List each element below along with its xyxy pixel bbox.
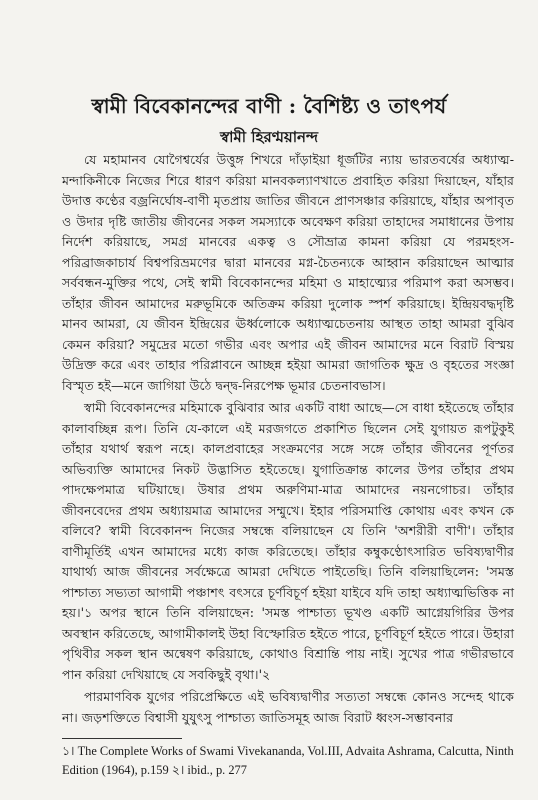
article-title: স্বামী বিবেকানন্দের বাণী : বৈশিষ্ট্য ও তাৎপর্য xyxy=(91,94,447,118)
paragraph: স্বামী বিবেকানন্দের মহিমাকে বুঝিবার আর একটি বাধা আছে—সে বাধা হইতেছে তাঁহার কালাবচ্ছিন্ন রূপ। তিনি যে-কালে এই মরজগতে প্রকাশিত ছিলেন সেই যুগায়ত রূপটুকুই তাঁহার যথার্থ স্বরূপ নহে। কালপ্রবাহের সংক্রমণের সঙ্গে সঙ্গে তাঁহার জীবনের পূর্ণতর অভিব্যক্তি আমাদের নিকট উদ্ভাসিত হইতেছে। যুগাতিক্রান্ত কালের উপর তাঁহার প্রথম পাদক্ষেপমাত্র ঘটিয়াছে। উষার প্রথম অরুণিমা-মাত্র আমাদের নয়নগোচর। তাঁহার জীবনবেদের প্রথম অধ্যায়মাত্র আমাদের সম্মুখে। ইহার পরিসমাপ্তি কোথায় এবং কখন কে বলিবে? স্বামী বিবেকানন্দ নিজের সম্বন্ধে বলিয়াছেন যে তিনি 'অশরীরী বাণী'। তাঁহার বাণীমূর্তিই এখন আমাদের মধ্যে কাজ করিতেছে। তাঁহার কম্বুকণ্ঠোৎসারিত ভবিষ্যদ্বাণীর যাথার্থ্য আজ জীবনের সর্বক্ষেত্রে আমরা দেখিতে পাইতেছি। তিনি বলিয়াছিলেন: 'সমস্ত পাশ্চাত্য সভ্যতা আগামী পঞ্চাশৎ বৎসরে চূর্ণবিচূর্ণ হইয়া যাইবে যদি তাহা অধ্যাত্মভিত্তিক না হয়।'১ অপর স্থানে তিনি বলিয়াছেন: 'সমস্ত পাশ্চাত্য ভূখণ্ড একটি আগ্নেয়গিরির উপর অবস্থান করিতেছে, আগামীকালই উহা বিস্ফোরিত হইতে পারে, চূর্ণবিচূর্ণ হইতে পারে। উহারা পৃথিবীর সকল স্থান অন্বেষণ করিয়াছে, কোথাও বিশ্রান্তি পায় নাই। সুখের পাত্র গভীরভাবে পান করিয়া দেখিয়াছে যে সবকিছুই বৃথা।'২ xyxy=(62,400,514,682)
footnote: ১। The Complete Works of Swami Vivekananda, Vol.III, Advaita Ashrama, Calcutta, Ninth Edition (1964), p.159 ২। ibid., p. 277 xyxy=(62,744,514,777)
paragraph: যে মহামানব যোগৈশ্বর্যের উত্তুঙ্গ শিখরে দাঁড়াইয়া ধূর্জটির ন্যায় ভারতবর্ষের অধ্যাত্ম-মন্দাকিনীকে নিজের শিরে ধারণ করিয়া মানবকল্যাণখাতে প্রবাহিত করিয়া দিয়াছেন, যাঁহার উদাত্ত কণ্ঠের বজ্রনির্ঘোষ-বাণী মৃতপ্রায় জাতির জীবনে প্রাণসঞ্চার করিয়াছে, যাঁহার অপাবৃত ও উদার দৃষ্টি জাতীয় জীবনের সকল সমস্যাকে অবেক্ষণ করিয়া তাহাদের সমাধানের উপায় নির্দেশ করিয়াছে, সমগ্র মানবের একত্ব ও সৌভ্রাত্র কামনা করিয়া যে পরমহংস-পরিব্রাজকাচার্য বিশ্বপরিভ্রমণের দ্বারা মানবের মগ্ন-চৈতন্যকে আহ্বান করিয়াছেন আত্মার সর্ববন্ধন-মুক্তির পথে, সেই স্বামী বিবেকানন্দের মহিমা ও মাহাত্ম্যের পরিমাপ করা অসম্ভব। তাঁহার জীবন আমাদের মরুভূমিকে অতিক্রম করিয়া দুলোক স্পর্শ করিয়াছে। ইন্দ্রিয়বদ্ধদৃষ্টি মানব আমরা, যে জীবন ইন্দ্রিয়ের ঊর্ধ্বলোকে অধ্যাত্মচেতনায় আস্থত তাহা আমরা বুঝিব কেমন করিয়া? সমুদ্রের মতো গভীর এবং অপার এই জীবন আমাদের মনে বিরাট বিস্ময় উদ্রিক্ত করে এবং তাহার পরিপ্লাবনে আচ্ছন্ন হইয়া আমরা জাগতিক ক্ষুদ্র ও বৃহতের সংজ্ঞা বিস্মৃত হই—মনে জাগিয়া উঠে দ্বন্দ্ব-নিরপেক্ষ ভূমার চেতনাবভাস। xyxy=(62,152,514,393)
paragraph: পারমাণবিক যুগের পরিপ্রেক্ষিতে এই ভবিষ্যদ্বাণীর সত্যতা সম্বন্ধে কোনও সন্দেহ থাকে না। জড়শক্তিতে বিশ্বাসী যুযুৎসু পাশ্চাত্য জাতিসমূহ আজ বিরাট ধ্বংস-সম্ভাবনার xyxy=(62,689,514,725)
footnote-divider xyxy=(62,738,182,739)
article-body xyxy=(62,150,514,728)
article-author: স্বামী হিরণ্ময়ানন্দ xyxy=(219,128,319,146)
